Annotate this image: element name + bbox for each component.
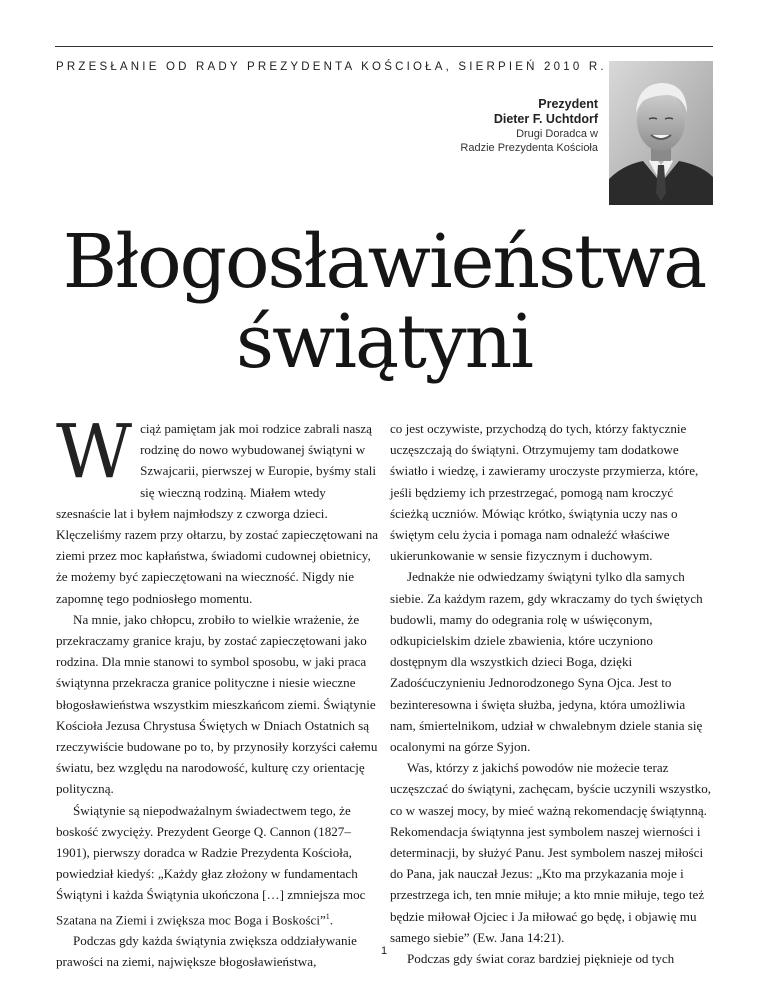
title-line1: Błogosławieństwa — [62, 219, 706, 305]
author-title-line2: Radzie Prezydenta Kościoła — [460, 142, 598, 154]
paragraph-end: . — [329, 912, 334, 928]
paragraph — [56, 409, 379, 609]
header-kicker: PRZESŁANIE OD RADY PREZYDENTA KOŚCIOŁA, SIERPIEŃ 2010 R. — [56, 61, 607, 73]
top-rule — [55, 46, 713, 47]
paragraph: Podczas gdy każda świątynia zwiększa oddziaływanie prawości na ziemi, największe błogosławieństwa, — [56, 933, 357, 970]
paragraph — [56, 800, 379, 931]
author-role: Prezydent — [538, 97, 598, 111]
footnote-ref: 1 — [325, 911, 330, 921]
author-name: Dieter F. Uchtdorf — [493, 112, 598, 126]
paragraph-text: ciąż pamiętam jak moi rodzice zabrali naszą rodzinę do nowo wybudowanej świątyni w Szwajcarii, pierwszej w Europie, byśmy stali się wieczną rodziną. Miałem wtedy szesnaście lat i byłem najmłodszy z czworga dzieci. Klęczeliśmy razem przy ołtarzu, by zostać zapieczętowani na ziemi przez moc kapłaństwa, świadomi cudownej obietnicy, że możemy być zapieczętowani na wieczność. Nigdy nie zapomnę tego podniosłego momentu. — [56, 421, 379, 606]
page-number: 1 — [380, 945, 388, 957]
author-portrait — [609, 61, 713, 205]
author-title-line1: Drugi Doradca w — [516, 128, 598, 140]
paragraph: Podczas gdy świat coraz bardziej pięknieje od tych — [407, 951, 675, 967]
article-title — [0, 219, 768, 385]
paragraph: Jednakże nie odwiedzamy świątyni tylko dla samych siebie. Za każdym razem, gdy wkraczamy do tych świętych budowli, mamy do odegrania rolę w uświęconym, odkupicielskim dziele zbawienia, które uczyniono dostępnym dla wszystkich dzieci Boga, dzięki Zadośćuczynieniu Jednorodzonego Syna Ojca. Jest to bezinteresowna i święta służba, jedyna, która umożliwia nam, śmiertelnikom, udział w chwalebnym dziele stania się ocalonymi na górze Syjon. — [390, 569, 703, 755]
drop-cap: W — [56, 409, 133, 495]
left-column — [56, 409, 379, 973]
title-line2: świątyni — [236, 299, 532, 385]
right-column — [390, 418, 713, 969]
author-block — [358, 97, 598, 155]
paragraph: co jest oczywiste, przychodzą do tych, którzy faktycznie uczęszczają do świątyni. Otrzymujemy tam dodatkowe światło i wiedzę, i zawieramy uroczyste przymierza, które, jeśli będziemy ich przestrzegać, pomogą nam kroczyć ścieżką uczniów. Mówiąc krótko, świątynia uczy nas o świętym celu życia i pomaga nam odnaleźć właściwe ukierunkowanie w sensie fizycznym i duchowym. — [390, 421, 699, 564]
portrait-image — [609, 61, 713, 205]
paragraph: Na mnie, jako chłopcu, zrobiło to wielkie wrażenie, że przekraczamy granice kraju, by zostać zapieczętowani jako rodzina. Dla mnie stanowi to symbol sposobu, w jaki praca świątynna przekracza granice polityczne i niesie wieczne błogosławieństwa wszystkim mieszkańcom ziemi. Świątynie Kościoła Jezusa Chrystusa Świętych w Dniach Ostatnich są rzeczywiście budowane po to, by przynosiły korzyści całemu światu, bez względu na narodowość, kulturę czy orientację polityczną. — [56, 611, 378, 797]
paragraph-text: Świątynie są niepodważalnym świadectwem tego, że boskość zwycięży. Prezydent George Q. Cannon (1827–1901), pierwszy doradca w Radzie Prezydenta Kościoła, powiedział kiedyś: „Każdy głaz złożony w fundamentach Świątyni i każda Świątynia ukończona […] zmniejsza moc Szatana na Ziemi i zwiększa moc Boga i Boskości” — [56, 802, 366, 928]
paragraph: Was, którzy z jakichś powodów nie możecie teraz uczęszczać do świątyni, zachęcam, byście uczynili wszystko, co w waszej mocy, by mieć ważną rekomendację świątynną. Rekomendacja świątynna jest symbolem naszej wierności i determinacji, by służyć Panu. Jest symbolem naszej miłości do Pana, jak nauczał Jezus: „Kto ma przykazania moje i przestrzega ich, ten mnie miłuje; a kto mnie miłuje, tego też będzie miłował Ojciec i Ja miłować go będę, i objawię mu samego siebie” (Ew. Jana 14:21). — [390, 760, 712, 945]
